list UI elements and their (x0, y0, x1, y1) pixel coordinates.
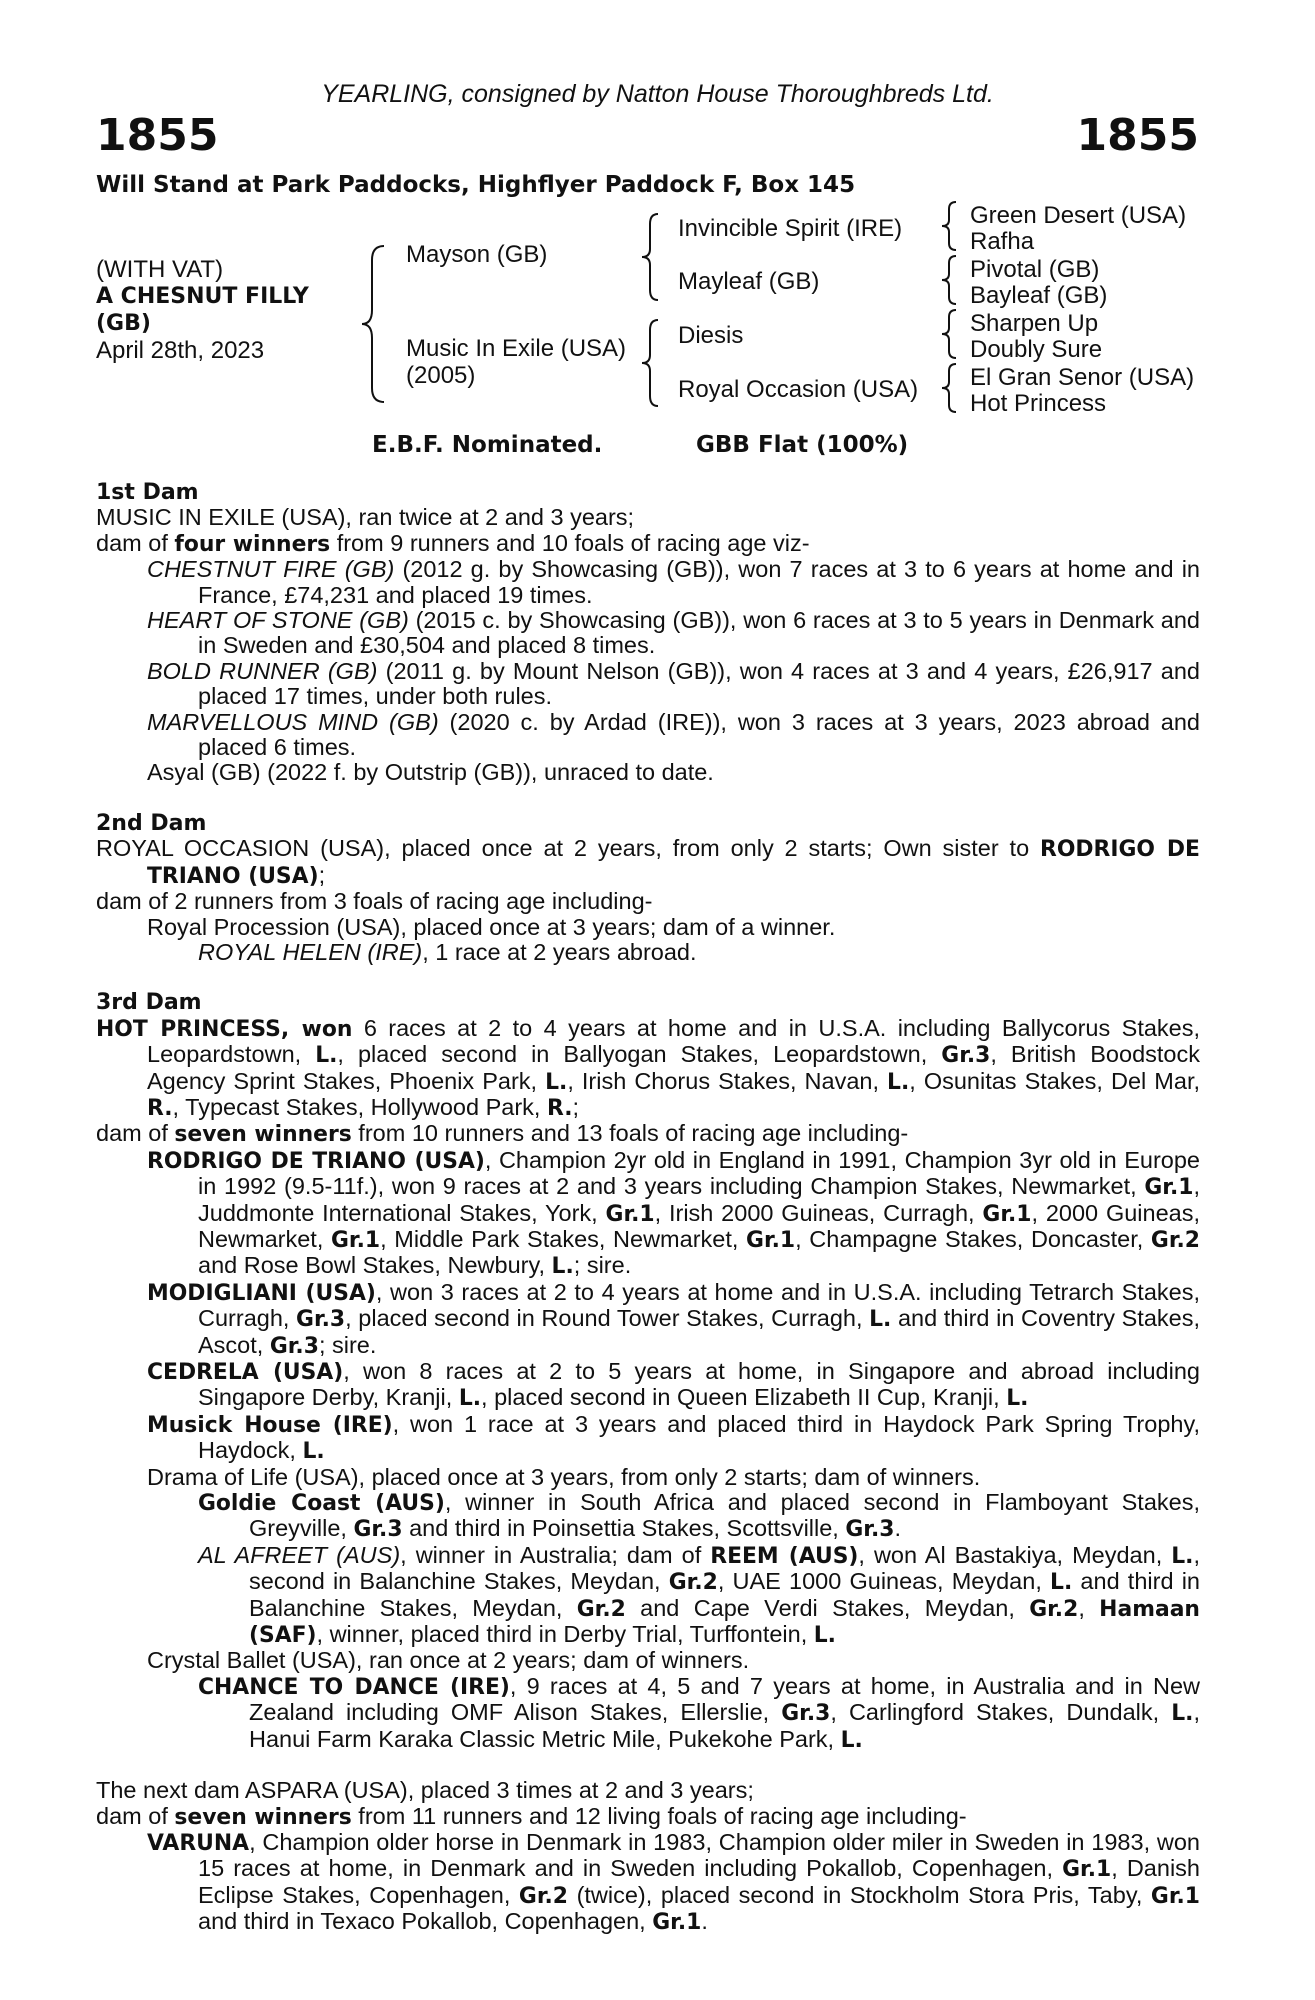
second-dam-heading: 2nd Dam (96, 810, 207, 836)
pedigree-dam-line2: (2005) (406, 362, 476, 389)
produce-entry: MODIGLIANI (USA), won 3 races at 2 to 4 years at home and in U.S.A. including Tetrarch Stakes, Curragh, Gr.3, placed second in Round Tower Stakes, Curragh, L. and third in Coventry Stakes, Ascot, Gr.3; sire. (147, 1278, 1200, 1359)
pedigree-brace-sire (640, 212, 662, 302)
vat-note: (WITH VAT) (96, 256, 224, 283)
pedigree-brace-g3 (940, 308, 960, 360)
produce-entry: MARVELLOUS MIND (GB) (2020 c. by Ardad (IRE)), won 3 races at 3 years, 2023 abroad and placed 6 times. (147, 708, 1200, 761)
pedigree-ggen-5: Sharpen Up (970, 310, 1099, 337)
pedigree-dam-dam: Royal Occasion (USA) (678, 376, 919, 403)
consignor-line: YEARLING, consigned by Natton House Thoroughbreds Ltd. (321, 80, 994, 108)
next-dam-line: The next dam ASPARA (USA), placed 3 times at 2 and 3 years; (96, 1777, 754, 1804)
third-dam-heading: 3rd Dam (96, 990, 202, 1016)
first-dam-line: MUSIC IN EXILE (USA), ran twice at 2 and 3 years; (96, 504, 635, 531)
produce-entry: Crystal Ballet (USA), ran once at 2 years; dam of winners. (147, 1647, 750, 1674)
gbb-flat: GBB Flat (100%) (696, 432, 909, 458)
pedigree-ggen-6: Doubly Sure (970, 336, 1103, 363)
produce-entry: CEDRELA (USA), won 8 races at 2 to 5 years at home, in Singapore and abroad including Singapore Derby, Kranji, L., placed second in Queen Elizabeth II Cup, Kranji, L. (147, 1358, 1200, 1412)
produce-entry: BOLD RUNNER (GB) (2011 g. by Mount Nelson (GB)), won 4 races at 3 and 4 years, £26,917 and placed 17 times, under both rules. (147, 657, 1200, 710)
dam-produce-record (96, 480, 1200, 1936)
pedigree-brace-dam (640, 318, 662, 408)
pedigree-brace-g4 (940, 362, 960, 414)
produce-entry: ROYAL HELEN (IRE), 1 race at 2 years abroad. (198, 938, 697, 965)
first-dam-heading: 1st Dam (96, 480, 199, 505)
produce-entry: Drama of Life (USA), placed once at 3 years, from only 2 starts; dam of winners. (147, 1463, 981, 1490)
pedigree-brace-g1 (940, 200, 960, 252)
grand-produce-entry: CHANCE TO DANCE (IRE), 9 races at 4, 5 and 7 years at home, in Australia and in New Zealand including OMF Alison Stakes, Ellerslie, Gr.3, Carlingford Stakes, Dundalk, L., Hanui Farm Karaka Classic Metric Mile, Pukekohe Park, L. (198, 1672, 1201, 1753)
lot-number-left: 1855 (96, 110, 219, 161)
next-dam-summary: dam of seven winners from 11 runners and 12 living foals of racing age including- (96, 1802, 967, 1830)
third-dam-summary: dam of seven winners from 10 runners and 13 foals of racing age including- (96, 1120, 909, 1148)
pedigree-ggen-7: El Gran Senor (USA) (970, 364, 1195, 391)
first-dam-summary: dam of four winners from 9 runners and 10 foals of racing age viz- (96, 529, 810, 557)
pedigree-dam-sire: Diesis (678, 322, 744, 349)
grand-produce-entry: AL AFREET (AUS), winner in Australia; dam of REEM (AUS), won Al Bastakiya, Meydan, L., second in Balanchine Stakes, Meydan, Gr.2, UAE 1000 Guineas, Meydan, L. and third in Balanchine Stakes, Meydan, Gr.2 and Cape Verdi Stakes, Meydan, Gr.2, Hamaan (SAF), winner, placed third in Derby Trial, Turffontein, L. (198, 1541, 1200, 1649)
date-of-birth: April 28th, 2023 (96, 337, 265, 364)
pedigree-sire: Mayson (GB) (406, 241, 548, 268)
pedigree-sire-dam: Mayleaf (GB) (678, 268, 820, 295)
lot-number-right: 1855 (1076, 110, 1199, 161)
pedigree-ggen-3: Pivotal (GB) (970, 256, 1100, 283)
produce-entry: RODRIGO DE TRIANO (USA), Champion 2yr old in England in 1991, Champion 3yr old in Europe in 1992 (9.5-11f.), won 9 races at 2 and 3 years including Champion Stakes, Newmarket, Gr.1, Juddmonte International Stakes, York, Gr.1, Irish 2000 Guineas, Curragh, Gr.1, 2000 Guineas, Newmarket, Gr.1, Middle Park Stakes, Newmarket, Gr.1, Champagne Stakes, Doncaster, Gr.2 and Rose Bowl Stakes, Newbury, L.; sire. (147, 1146, 1201, 1280)
pedigree-ggen-2: Rafha (970, 228, 1035, 255)
stand-location: Will Stand at Park Paddocks, Highflyer Paddock F, Box 145 (96, 172, 856, 198)
pedigree-brace-main (360, 244, 390, 404)
pedigree-sire-sire: Invincible Spirit (IRE) (678, 215, 903, 242)
produce-entry: CHESTNUT FIRE (GB) (2012 g. by Showcasing (GB)), won 7 races at 3 to 6 years at home and in France, £74,231 and placed 19 times. (147, 556, 1200, 608)
third-dam-line: HOT PRINCESS, won 6 races at 2 to 4 years at home and in U.S.A. including Ballycorus Stakes, Leopardstown, L., placed second in Ballyogan Stakes, Leopardstown, Gr.3, British Boodstock Agency Sprint Stakes, Phoenix Park, L., Irish Chorus Stakes, Navan, L., Osunitas Stakes, Del Mar, R., Typecast Stakes, Hollywood Park, R.; (96, 1014, 1201, 1121)
horse-description-line1: A CHESNUT FILLY (96, 284, 309, 309)
pedigree-brace-g2 (940, 254, 960, 306)
ebf-nominated: E.B.F. Nominated. (372, 432, 603, 458)
second-dam-line: ROYAL OCCASION (USA), placed once at 2 years, from only 2 starts; Own sister to RODRIGO DE TRIANO (USA); (96, 835, 1200, 889)
produce-entry: Musick House (IRE), won 1 race at 3 years and placed third in Haydock Park Spring Trophy, Haydock, L. (147, 1410, 1200, 1465)
horse-description-line2: (GB) (96, 311, 151, 336)
produce-entry: HEART OF STONE (GB) (2015 c. by Showcasing (GB)), won 6 races at 3 to 5 years in Denmark and in Sweden and £30,504 and placed 8 times. (147, 607, 1200, 659)
pedigree-ggen-8: Hot Princess (970, 390, 1107, 417)
pedigree-dam-line1: Music In Exile (USA) (406, 335, 627, 362)
produce-entry: Royal Procession (USA), placed once at 3 years; dam of a winner. (147, 913, 836, 940)
grand-produce-entry: Goldie Coast (AUS), winner in South Africa and placed second in Flamboyant Stakes, Greyville, Gr.3 and third in Poinsettia Stakes, Scottsville, Gr.3. (198, 1489, 1200, 1543)
pedigree-ggen-4: Bayleaf (GB) (970, 282, 1108, 309)
produce-entry: Asyal (GB) (2022 f. by Outstrip (GB)), unraced to date. (147, 759, 714, 786)
pedigree-ggen-1: Green Desert (USA) (970, 202, 1187, 229)
produce-entry: VARUNA, Champion older horse in Denmark in 1983, Champion older miler in Sweden in 1983, won 15 races at home, in Denmark and in Sweden including Pokallob, Copenhagen, Gr.1, Danish Eclipse Stakes, Copenhagen, Gr.2 (twice), placed second in Stockholm Stora Pris, Taby, Gr.1 and third in Texaco Pokallob, Copenhagen, Gr.1. (147, 1828, 1200, 1936)
second-dam-summary: dam of 2 runners from 3 foals of racing age including- (96, 888, 653, 915)
